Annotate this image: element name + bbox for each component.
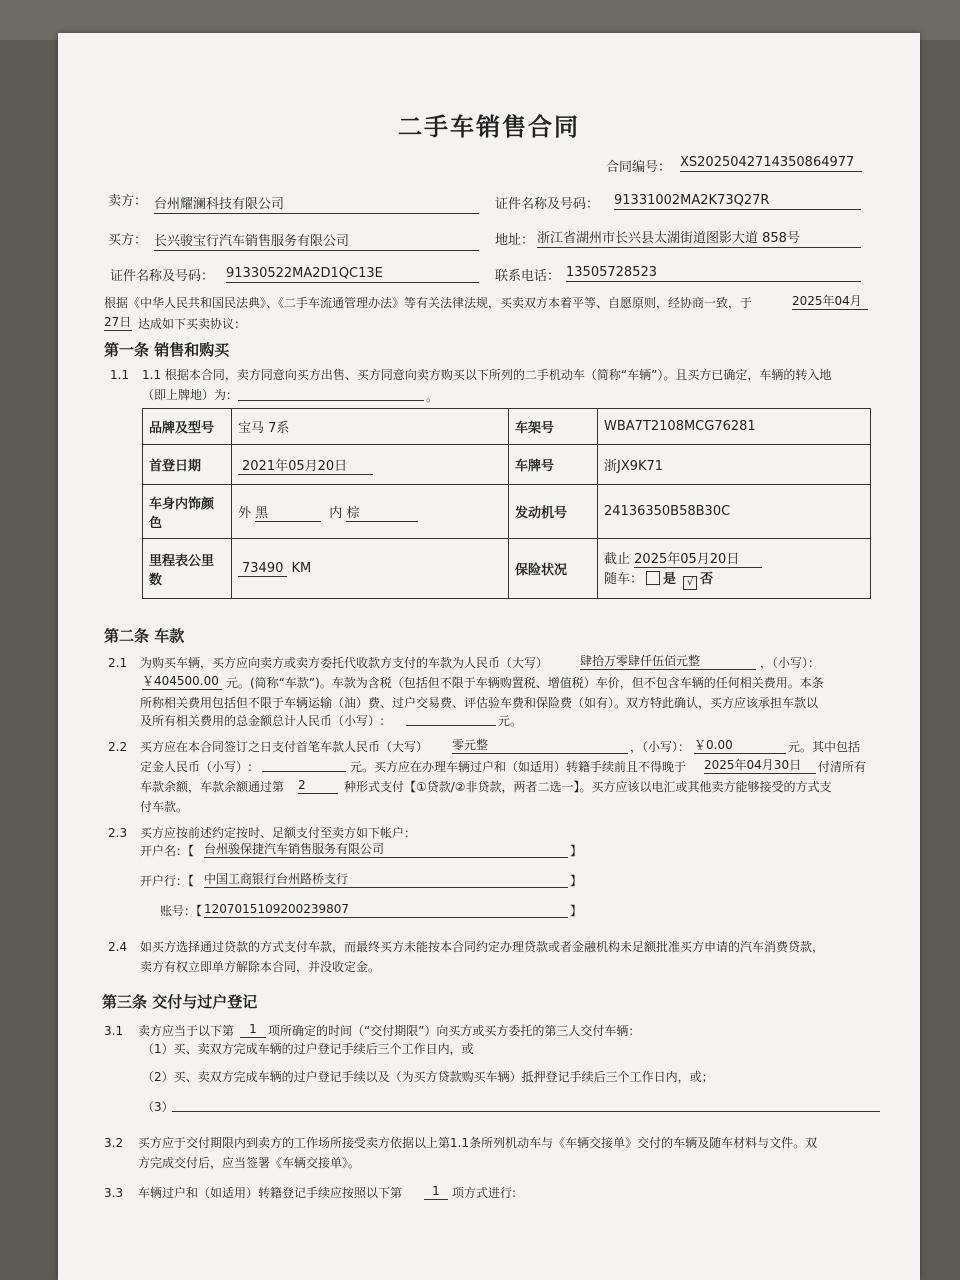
clause-2-2-text-c: 元。其中包括 [788,740,861,754]
clause-2-1-text-e-end: 元。 [498,714,523,728]
preamble-date-a: 2025年04月 [792,293,868,310]
vin-value: WBA7T2108MCG76281 [598,409,871,445]
insurance-date: 2025年05月20日 [634,548,762,568]
transfer-option: 1 [424,1183,448,1200]
clause-3-3-text-b: 项方式进行: [452,1186,517,1200]
clause-2-2-text-b: ，（小写）： [630,740,691,754]
first-payment-words: 零元整 [452,737,628,754]
clause-2-2-text-e: 元。买方应在办理车辆过户和（如适用）转籍手续前且不得晚于 [350,760,687,774]
color-label [143,485,232,539]
clause-3-2-text-b: 方完成交付后，应当签署《车辆交接单》。 [138,1156,361,1170]
delivery-option: 1 [240,1021,266,1038]
account-holder-close: 】 [570,844,583,858]
clause-2-1-text-a: 为购买车辆，买方应向卖方或卖方委托代收款方支付的车款为人民币（大写） [140,656,549,670]
seller-id-value: 91331002MA2K73Q27R [614,193,861,210]
clause-3-2-number: 3.2 [104,1136,124,1150]
option-yes: 是 [663,571,677,587]
bank-label: 开户行：【 [140,874,195,888]
price-in-words: 肆拾万零肆仟伍佰元整 [580,653,756,670]
mileage-label [143,539,232,599]
article-1-heading: 第一条 销售和购买 [104,341,230,359]
clause-2-1-text-b: ，（小写）： [760,656,821,670]
mileage-cell [232,539,509,599]
price-in-figures: ￥404500.00 [142,673,222,690]
document-title: 二手车销售合同 [398,113,580,141]
payment-method: 2 [298,777,338,794]
with-car-label: 随车： [604,571,644,587]
bank-close: 】 [570,874,583,888]
preamble-date-b: 27日 [104,315,132,329]
first-payment-figures: ￥0.00 [694,737,786,754]
delivery-option-3: （3） [142,1100,174,1114]
buyer-name: 长兴骏宝行汽车销售服务有限公司 [154,234,479,251]
engine-value: 24136350B58B30C [598,485,871,539]
mileage-label-line1: 里程表公里 [149,553,215,569]
plate-label: 车牌号 [509,445,598,485]
clause-1-1-text2: （即上牌地）为： [142,388,239,402]
clause-2-2-text-d: 定金人民币（小写）: [140,760,253,774]
reg-date-cell [232,445,509,485]
checkbox-no-checked[interactable]: √ [683,576,697,590]
contract-no-label: 合同编号： [606,160,672,175]
delivery-option-3-blank [172,1097,880,1112]
checkbox-yes[interactable] [646,571,660,585]
clause-3-2-text-a: 买方应于交付期限内到卖方的工作场所接受卖方依据以上第1.1条所列机动车与《车辆交接单》交付的车辆及随车材料与文件。双 [138,1136,818,1150]
vin-label: 车架号 [509,409,598,445]
total-amount-blank [406,711,496,726]
buyer-phone-label: 联系电话： [495,269,561,284]
mileage-unit: KM [291,560,312,576]
option-no: 否 [700,571,714,587]
account-holder: 台州骏保捷汽车销售服务有限公司 [204,841,568,858]
exterior-color: 黑 [255,502,321,522]
seller-label: 卖方： [108,194,148,209]
buyer-id-label: 证件名称及号码： [110,269,215,284]
mileage-value: 73490 [238,561,287,577]
insurance-prefix: 截止 [604,551,631,567]
preamble-line1: 根据《中华人民共和国民法典》、《二手车流通管理办法》等有关法律法规，买卖双方本着平等、自愿原则，经协商一致，于 [104,296,753,310]
buyer-label: 买方： [108,233,148,248]
seller-id-label: 证件名称及号码： [495,197,600,212]
clause-2-2-number: 2.2 [108,740,128,754]
clause-2-2-text-f: 付清所有 [818,760,867,774]
clause-2-1-text-c: 元。(简称“车款”)。车款为含税（包括但不限于车辆购置税、增值税）车价，但不包含车辆的任何相关费用。本条 [226,676,824,690]
deposit-blank [262,757,346,772]
clause-2-2-text-i: 付车款。 [140,800,189,814]
clause-2-1-text-d: 所称相关费用包括但不限于车辆运输（油）费、过户交易费、评估验车费和保险费（如有）。双方特此确认，买方应该承担车款以 [140,696,819,710]
brand-value: 宝马 7系 [232,409,509,445]
clause-1-1-end: 。 [426,390,439,404]
interior-label: 内 [329,505,343,521]
delivery-option-1: （1）买、卖双方完成车辆的过户登记手续后三个工作日内，或 [142,1042,474,1056]
buyer-addr-value: 浙江省湖州市长兴县太湖街道图影大道 858号 [537,231,861,248]
buyer-id-value: 91330522MA2D1QC13E [226,266,479,283]
clause-2-1-number: 2.1 [108,656,128,670]
delivery-option-2: （2）买、卖双方完成车辆的过户登记手续以及（为买方贷款购买车辆）抵押登记手续后三个工作日内，或； [142,1070,714,1084]
exterior-label: 外 [238,505,252,521]
clause-2-4-text-a: 如买方选择通过贷款的方式支付车款，而最终买方未能按本合同约定办理贷款或者金融机构未足额批准买方申请的汽车消费贷款， [140,940,825,954]
article-2-heading: 第二条 车款 [104,627,185,645]
clause-2-2-text-h: 种形式支付【①贷款/②非贷款，两者二选一】。买方应该以电汇或其他卖方能够接受的方式支 [344,780,832,794]
color-label-line1: 车身内饰颜 [149,496,215,512]
engine-label: 发动机号 [509,485,598,539]
interior-color: 棕 [346,502,418,522]
color-label-line2: 色 [149,515,163,531]
clause-3-1-text-a: 卖方应当于以下第 [138,1024,235,1038]
clause-3-3-text-a: 车辆过户和（如适用）转籍登记手续应按照以下第 [138,1186,403,1200]
clause-2-3-text: 买方应按前述约定按时、足额支付至卖方如下帐户： [140,826,417,840]
account-number-close: 】 [570,904,583,918]
clause-3-3-number: 3.3 [104,1186,124,1200]
registration-place-blank [238,386,424,401]
clause-2-4-text-b: 卖方有权立即单方解除本合同，并没收定金。 [140,960,381,974]
buyer-phone-value: 13505728523 [566,265,861,282]
account-number: 1207015109200239807 [204,901,568,918]
plate-value: 浙JX9K71 [598,445,871,485]
insurance-cell [598,539,871,599]
reg-date-label: 首登日期 [143,445,232,485]
insurance-label: 保险状况 [509,539,598,599]
preamble-line2: 达成如下买卖协议： [138,317,247,331]
mileage-label-line2: 数 [149,572,163,588]
clause-3-1-text-b: 项所确定的时间（“交付期限”）向买方或买方委托的第三人交付车辆： [268,1024,641,1038]
clause-2-3-number: 2.3 [108,826,128,840]
bank-name: 中国工商银行台州路桥支行 [204,871,568,888]
contract-page [58,33,920,1280]
color-cell [232,485,509,539]
contract-no-value: XS2025042714350864977 [680,155,862,172]
payment-deadline: 2025年04月30日 [704,757,816,774]
clause-2-4-number: 2.4 [108,940,128,954]
account-holder-label: 开户名：【 [140,844,195,858]
clause-2-1-text-e: 及所有相关费用的总金额总计人民币（小写）: [140,714,385,728]
reg-date-value: 2021年05月20日 [238,459,373,475]
brand-label: 品牌及型号 [143,409,232,445]
clause-2-2-text-g: 车款余额，车款余额通过第 [140,780,285,794]
buyer-addr-label: 地址： [495,233,535,248]
clause-1-1-number: 1.1 [110,368,130,382]
vehicle-info-table [142,408,871,599]
seller-name: 台州耀澜科技有限公司 [154,197,479,214]
clause-2-2-text-a: 买方应在本合同签订之日支付首笔车款人民币（大写） [140,740,429,754]
clause-1-1-text: 1.1 根据本合同，卖方同意向买方出售、买方同意向卖方购买以下所列的二手机动车（简称“车辆”）。且买方已确定，车辆的转入地 [142,368,832,382]
clause-3-1-number: 3.1 [104,1024,124,1038]
account-number-label: 账号：【 [160,904,203,918]
article-3-heading: 第三条 交付与过户登记 [102,993,258,1011]
